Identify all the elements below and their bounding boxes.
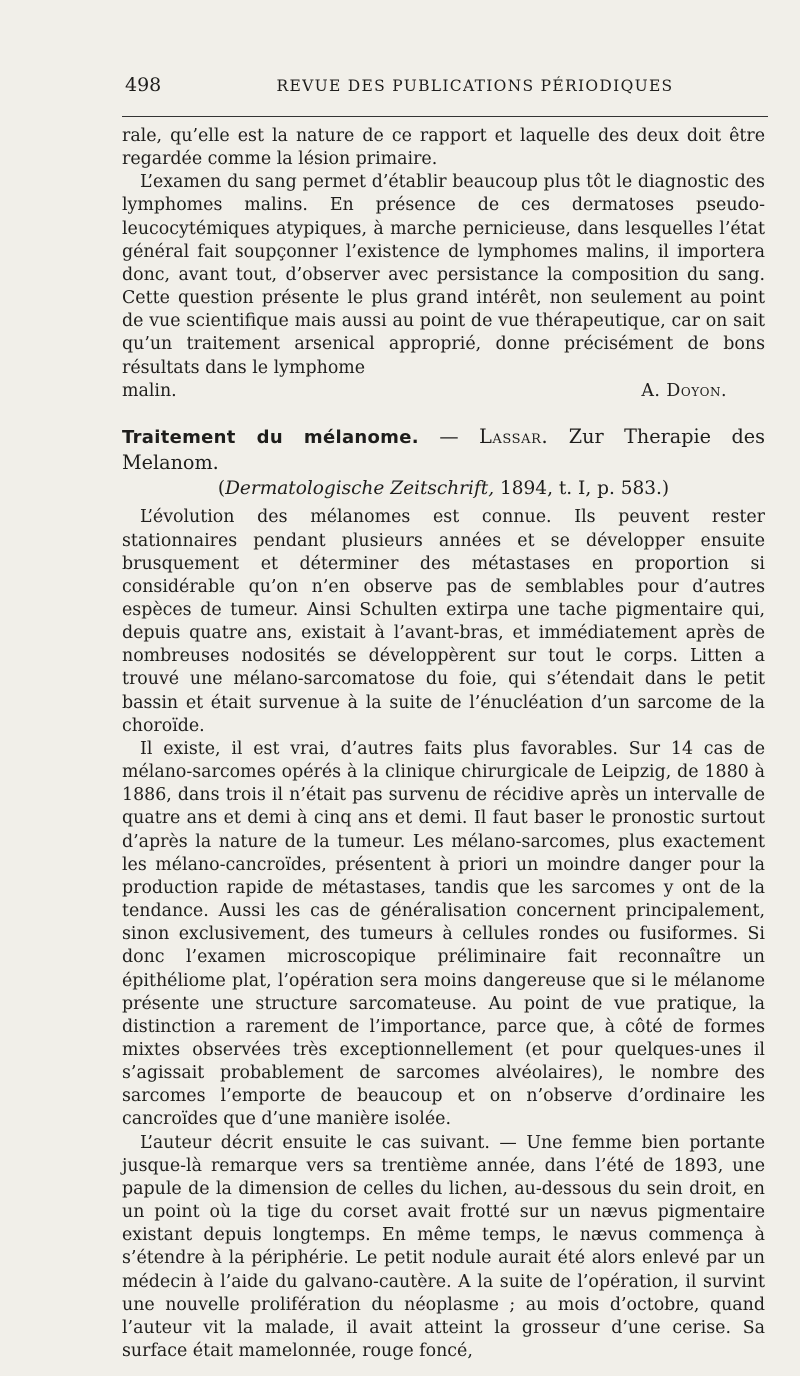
running-title: REVUE DES PUBLICATIONS PÉRIODIQUES bbox=[276, 77, 674, 95]
article-author: Lassar. bbox=[479, 424, 549, 448]
article-paragraph: Il existe, il est vrai, d’autres faits plus favorables. Sur 14 cas de mélano-sarcomes opérés à la clinique chirurgicale de Leipzig, de 1880 à 1886, dans trois il n’était pas survenu de récidive après un intervalle de quatre ans et demi à cinq ans et demi. Il faut baser le pronostic surtout d’après la nature de la tumeur. Les mélano-sarcomes, plus exactement les mélano-cancroïdes, présentent à priori un moindre danger pour la production rapide de métastases, tandis que les sarcomes y ont de la tendance. Aussi les cas de généralisation concernent principalement, sinon exclusivement, des tumeurs à cellules rondes ou fusiformes. Si donc l’examen microscopique préliminaire fait reconnaître un épithéliome plat, l’opération sera moins dangereuse que si le mélanome présente une structure sarcomateuse. Au point de vue pratique, la distinction a rarement de l’importance, parce que, à côté de formes mixtes observées très exceptionnellement (et pour quelques-unes il s’agissait probablement de sarcomes alvéolaires), le nombre des sarcomes l’emporte de beaucoup et on n’observe d’ordinaire les cancroïdes que d’une manière isolée. bbox=[122, 738, 765, 1130]
article-paragraph: L’évolution des mélanomes est connue. Ils peuvent rester stationnaires pendant plusieurs années et se développer ensuite brusquement et déterminer des métastases en proportion si considérable qu’on n’en observe pas de semblables pour d’autres espèces de tumeur. Ainsi Schulten extirpa une tache pigmentaire qui, depuis quatre ans, existait à l’avant-bras, et immédiatement après de nombreuses nodosités se développèrent sur tout le corps. Litten a trouvé une mélano-sarcomatose du foie, qui s’étendait dans le petit bassin et était survenue à la suite de l’énucléation d’un sarcome de la choroïde. bbox=[122, 507, 765, 736]
citation-details: 1894, t. I, p. 583.) bbox=[494, 477, 670, 499]
page-body bbox=[122, 125, 765, 1363]
page-number: 498 bbox=[125, 74, 162, 96]
article-paragraph: L’auteur décrit ensuite le cas suivant. — Une femme bien portante jusque-là remarque vers sa trentième année, dans l’été de 1893, une papule de la dimension de celles du lichen, au-dessous du sein droit, en un point où la tige du corset avait frotté sur un nævus pigmentaire existant depuis longtemps. En même temps, le nævus commença à s’étendre à la périphérie. Le petit nodule aurait été alors enlevé par un médecin à l’aide du galvano-cautère. A la suite de l’opération, il survint une nouvelle prolifération du néoplasme ; au mois d’octobre, quand l’auteur vit la malade, il avait atteint la grosseur d’une cerise. Sa surface était mamelonnée, rouge foncé, bbox=[122, 1132, 765, 1361]
header-rule bbox=[122, 116, 768, 117]
reviewer-signature: A. Doyon. bbox=[641, 380, 727, 401]
heading-dash: — bbox=[418, 424, 480, 448]
citation-open: ( bbox=[217, 477, 226, 499]
original-title: Zur Therapie des Melanom. bbox=[122, 424, 765, 475]
article-title: Traitement du mélanome. bbox=[122, 426, 419, 448]
last-line: malin. bbox=[122, 380, 177, 401]
journal-name: Dermatologische Zeitschrift, bbox=[225, 477, 495, 499]
article-heading bbox=[122, 424, 765, 502]
article-citation bbox=[122, 476, 765, 502]
signoff-line bbox=[122, 380, 765, 403]
continuation-paragraph: L’examen du sang permet d’établir beaucoup plus tôt le diagnostic des lymphomes malins. En présence de ces dermatoses pseudo-leucocytémiques atypiques, à marche pernicieuse, dans lesquelles l’état général fait soupçonner l’existence de lymphomes malins, il importera donc, avant tout, d’observer avec persistance la composition du sang. Cette question présente le plus grand intérêt, non seulement au point de vue scientifique mais aussi au point de vue thérapeutique, car on sait qu’un traitement arsenical approprié, donne précisément de bons résultats dans le lymphome bbox=[122, 172, 765, 378]
continuation-paragraph: rale, qu’elle est la nature de ce rapport et laquelle des deux doit être regardée comme la lésion primaire. bbox=[122, 126, 765, 170]
page-header bbox=[122, 74, 768, 104]
